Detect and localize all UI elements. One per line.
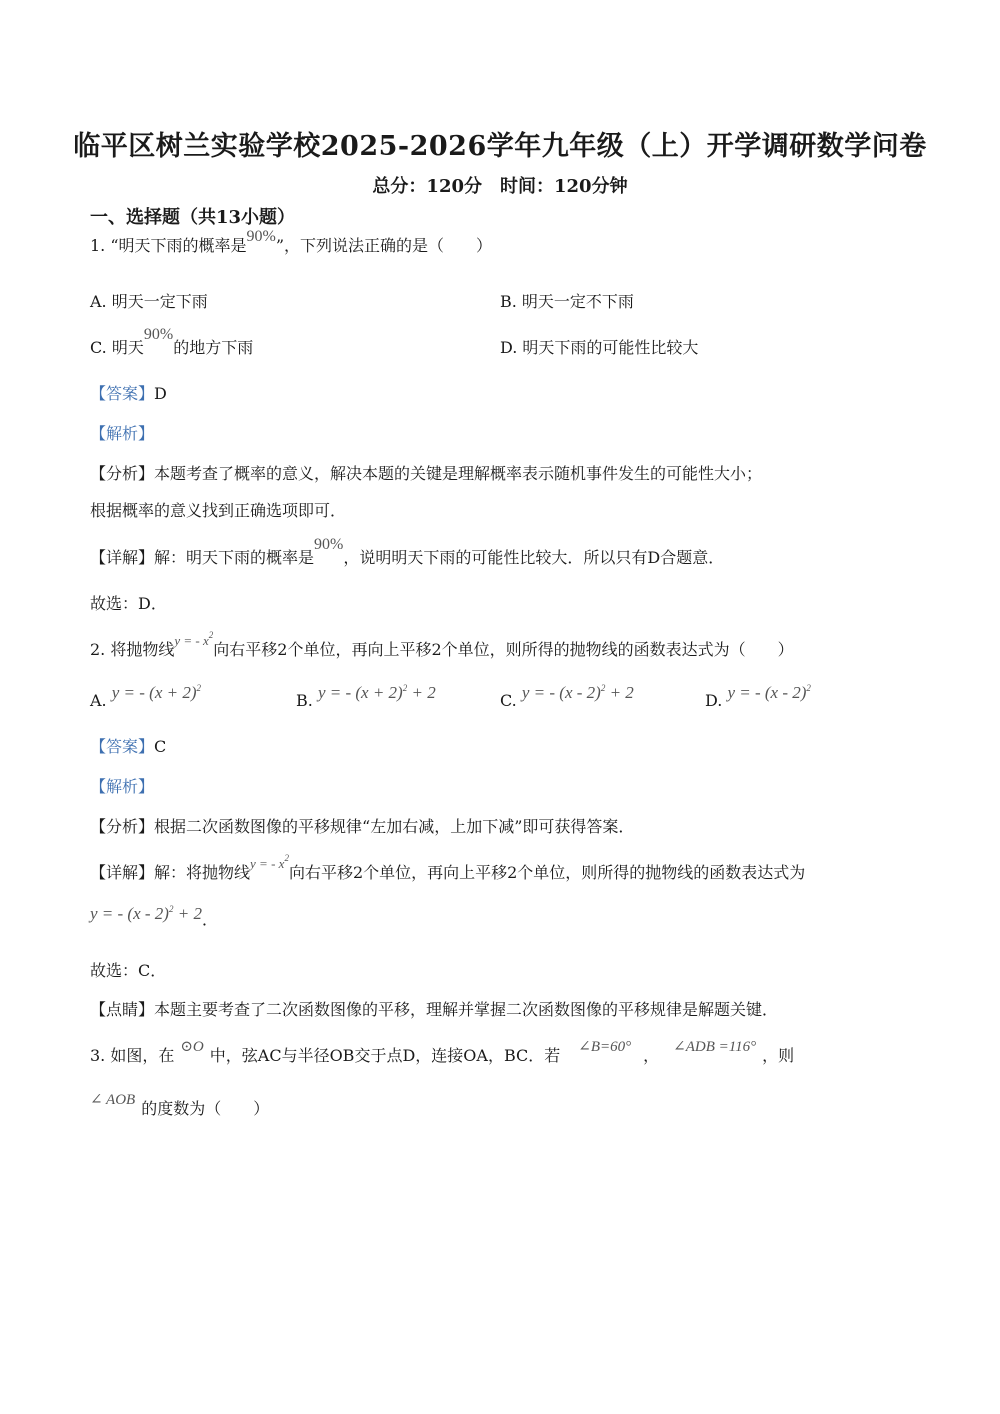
q2-func-text: y = - x [174, 633, 209, 648]
q1-answer [90, 384, 167, 404]
answer-label: 【答案】 [90, 384, 155, 403]
q2-detail-func [250, 853, 289, 871]
q3-circle: ⊙O [180, 1039, 204, 1055]
q2-choose: 故选：C． [90, 961, 167, 980]
q3-angle-b: ∠B=60° [578, 1039, 632, 1055]
q3-stem-post: ，则 [762, 1046, 795, 1065]
q2-option-b-exp: 2 [402, 683, 408, 693]
q2-result-expr [90, 904, 202, 923]
q1-detail-post: ，说明明天下雨的可能性比较大．所以只有D合题意． [343, 548, 725, 567]
q1-option-d: D. 明天下雨的可能性比较大 [500, 338, 699, 357]
q2-result-end: ． [201, 910, 218, 929]
q2-option-a-exp: 2 [196, 683, 202, 693]
q1-option-a: A. 明天一定下雨 [90, 292, 208, 311]
q2-detail-pre: 解：将抛物线 [154, 863, 251, 882]
q1-jiexi-label: 【解析】 [90, 424, 155, 443]
q2-option-c-tail: + 2 [605, 683, 634, 702]
q2-option-a-expr [112, 683, 201, 702]
q2-answer-value: C [154, 737, 167, 756]
q2-analysis [90, 817, 634, 837]
q1-stem-post: ”，下列说法正确的是（ ） [275, 236, 493, 255]
q1-percent: 90% [246, 228, 276, 245]
q2-stem-post: 向右平移2个单位，再向上平移2个单位，则所得的抛物线的函数表达式为（ ） [213, 640, 794, 659]
q2-stem [90, 630, 794, 662]
analysis-label: 【分析】 [90, 817, 155, 836]
q2-point [90, 1000, 778, 1020]
q2-result-expr-text: y = - (x - 2) [90, 904, 169, 923]
q2-result [90, 904, 218, 929]
analysis-label: 【分析】 [90, 464, 155, 483]
q1-option-c [90, 326, 254, 359]
q2-option-a-expr-text: y = - (x + 2) [111, 683, 197, 702]
q3-angle-aob: ∠ AOB [90, 1092, 136, 1108]
detail-label: 【详解】 [90, 548, 155, 567]
q1-analysis-text: 本题考查了概率的意义，解决本题的关键是理解概率表示随机事件发生的可能性大小； [154, 464, 763, 483]
q2-func-exp: 2 [208, 630, 214, 640]
q2-option-c-expr-text: y = - (x - 2) [521, 683, 601, 702]
q2-func [174, 630, 214, 648]
q2-jiexi-label: 【解析】 [90, 777, 155, 796]
q1-stem [90, 228, 493, 257]
section-heading: 一、选择题（共13小题） [90, 207, 296, 228]
q2-option-b [296, 683, 436, 713]
q2-option-c-expr [522, 683, 634, 702]
q2-answer [90, 737, 166, 757]
q1-option-c-post: 的地方下雨 [173, 338, 254, 357]
q2-detail [90, 853, 806, 885]
q2-option-b-label: B. [296, 691, 313, 710]
answer-label: 【答案】 [90, 737, 155, 756]
q1-detail-percent: 90% [314, 536, 344, 553]
q2-option-d-expr [727, 683, 810, 702]
q2-option-b-expr [318, 683, 436, 702]
q1-option-c-pre: C. 明天 [90, 338, 144, 357]
q1-detail [90, 536, 725, 569]
q2-option-a-label: A. [90, 691, 107, 710]
q2-option-d [705, 683, 811, 713]
q1-option-b: B. 明天一定不下雨 [500, 292, 634, 311]
q2-option-d-exp: 2 [806, 683, 811, 693]
q2-stem-pre: 2. 将抛物线 [90, 640, 175, 659]
q3-line2 [90, 1092, 270, 1120]
q2-analysis-text: 根据二次函数图像的平移规律“左加右减，上加下减”即可获得答案． [154, 817, 635, 836]
q2-option-d-label: D. [705, 691, 723, 710]
q2-result-exp: 2 [168, 904, 174, 914]
q1-option-c-percent: 90% [143, 326, 174, 343]
q1-analysis-line2: 根据概率的意义找到正确选项即可． [90, 501, 347, 520]
q2-option-c-exp: 2 [600, 683, 606, 693]
point-label: 【点睛】 [90, 1000, 155, 1019]
q2-option-a [90, 683, 202, 713]
q2-option-b-expr-text: y = - (x + 2) [317, 683, 403, 702]
detail-label: 【详解】 [90, 863, 155, 882]
q2-option-c [500, 683, 634, 713]
q2-option-b-tail: + 2 [407, 683, 436, 702]
q2-point-text: 本题主要考查了二次函数图像的平移，理解并掌握二次函数图像的平移规律是解题关键． [154, 1000, 779, 1019]
q3-line2-text: 的度数为（ ） [141, 1099, 270, 1118]
q1-answer-value: D [154, 384, 167, 403]
q2-option-d-expr-text: y = - (x - 2) [727, 683, 807, 702]
q3-stem-pre: 3. 如图，在 [90, 1046, 175, 1065]
q2-detail-func-exp: 2 [284, 853, 289, 863]
q1-stem-pre: 1. “明天下雨的概率是 [90, 236, 247, 255]
q1-choose: 故选：D． [90, 594, 167, 613]
page-title: 临平区树兰实验学校2025-2026学年九年级（上）开学调研数学问卷 [73, 131, 927, 162]
q2-detail-post: 向右平移2个单位，再向上平移2个单位，则所得的抛物线的函数表达式为 [288, 863, 806, 882]
q1-analysis [90, 464, 762, 484]
q2-option-c-label: C. [500, 691, 517, 710]
q3-angle-adb: ∠ADB =116° [673, 1039, 757, 1055]
q2-result-tail: + 2 [173, 904, 202, 923]
q3-stem [90, 1039, 795, 1067]
q3-comma: ， [643, 1046, 660, 1065]
q3-stem-mid: 中，弦AC与半径OB交于点D，连接OA，BC．若 [209, 1046, 561, 1065]
exam-meta: 总分：120分 时间：120分钟 [372, 176, 628, 197]
q1-detail-pre: 解：明天下雨的概率是 [154, 548, 315, 567]
q2-detail-func-text: y = - x [250, 856, 285, 871]
